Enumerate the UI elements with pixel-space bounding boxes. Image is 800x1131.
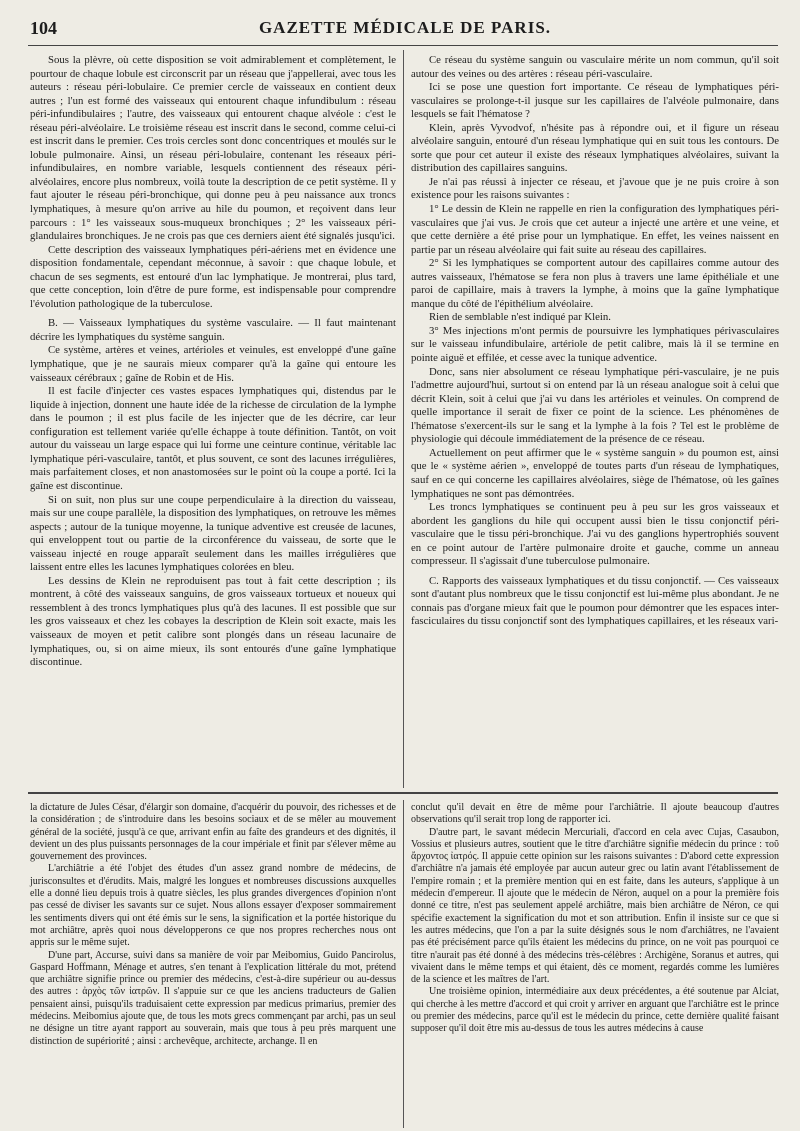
page-number: 104 bbox=[30, 18, 57, 38]
paragraph: Actuellement on peut affirmer que le « système sanguin » du poumon est, ainsi que le « système aérien », enveloppé de toutes parts d'un réseau de lymphatiques, sauf en ce qui concerne les capillaires alvéolaires, siège de l'hématose, où les gaînes lymphatiques ne sont pas démontrées. bbox=[411, 446, 779, 500]
paragraph: Si on suit, non plus sur une coupe perpendiculaire à la direction du vaisseau, mais sur une coupe parallèle, la disposition des lymphatiques, on retrouve les mêmes aspects ; autour de la tunique moyenne, la tunique adventive est creusée de lacunes, qui enveloppent tout ou partie de la circonférence du vaisseau, de sorte que le vaisseau injecté en rouge apparaît seulement dans les mailles irrégulières que laissent entre elles les lacunes lymphatiques colorées en bleu. bbox=[30, 493, 396, 574]
paragraph: Les troncs lymphatiques se continuent peu à peu sur les gros vaisseaux et abordent les ganglions du hile qui occupent aussi bien le tissu conjonctif péri-vasculaire que le tissu péri-bronchique. J'ai vu des ganglions hypertrophiés souvent en ce point autour de l'artère pulmonaire droite et gauche, comme un anneau compresseur. Il s'agissait d'une tuberculose pulmonaire. bbox=[411, 501, 779, 568]
column-divider-upper bbox=[403, 50, 404, 788]
article-column-left bbox=[30, 54, 396, 786]
paragraph: Rien de semblable n'est indiqué par Klein. bbox=[429, 311, 611, 324]
paragraph: Donc, sans nier absolument ce réseau lymphatique péri-vasculaire, je ne puis l'admettre aujourd'hui, surtout si on entend par là un réseau analogue soit à celui que décrit Klein, soit à celui que j'ai vu dans les artérioles et veinules. On comprend de quelle importance il serait de fixer ce point de la science. Les phénomènes de l'hématose s'exercent-ils sur le sang et la lymphe à la fois ? Tel est le problème de physiologie qui découle immédiatement de la présence de ce réseau. bbox=[411, 365, 779, 446]
paragraph: 1° Le dessin de Klein ne rappelle en rien la configuration des lymphatiques péri-vasculaires que j'ai vus. Je crois que cet auteur a injecté une artère et une veine, et que cette dernière a été prise pour un lymphatique. En effet, les veines naissent en partie par un réseau alvéolaire qui fait suite au réseau des capillaires. bbox=[411, 203, 779, 256]
paragraph: Klein, après Vyvodvof, n'hésite pas à répondre oui, et il figure un réseau alvéolaire sanguin, entouré d'un réseau lymphatique qui en suit tous les contours. De sorte que pour cet auteur il existe des réseaux lymphatiques alvéolaires, suivant la distribution des capillaires sanguins. bbox=[411, 121, 779, 175]
paragraph: D'autre part, le savant médecin Mercuriali, d'accord en cela avec Cujas, Casaubon, Vossius et plusieurs autres, soutient que le titre d'archiâtre signifie médecin du prince : τοῦ ἄρχοντος ἰατρός. Il appuie cette opinion sur les raisons suivantes : D'abord cette expression d'archiâtre n'a jamais été employée par aucun auteur grec ou latin avant l'établissement de l'empire romain ; et la première mention qui en est faite, dans les auteurs, s'applique à un médecin d'empereur. Il ajoute que le médecin de Néron, auquel on a pour la première fois donné ce titre, n'est pas seulement appelé archiâtre, mais bien archiâtre de Néron, ce qui spécifie exactement la signification du mot et son attribution. Enfin il insiste sur ce que si les autres médecins, que l'on a par la suite désignés sous le nom d'archiâtres, ne l'avaient pas été précisément parce qu'ils étaient les médecins du prince, on ne voit pas pourquoi ce titre n'aurait pas été donné à des médecins très-célèbres : Archigène, Soranus et autres, qui vivaient dans le même temps et qui étaient, dès ce moment, regardés comme les lumières de la science et les maîtres de l'art. bbox=[411, 826, 779, 986]
header-rule bbox=[28, 45, 778, 46]
paragraph: Ce système, artères et veines, artérioles et veinules, est enveloppé d'une gaîne lymphatique, que je ne saurais mieux comparer qu'à la gaîne qui entoure les vaisseaux cérébraux ; gaîne de Robin et de His. bbox=[30, 344, 396, 384]
section-heading-paragraph: C. Rapports des vaisseaux lymphatiques et du tissu conjonctif. — Ces vaisseaux sont d'autant plus nombreux que le tissu conjonctif est lui-même plus abondant. Je ne connais pas d'organe mieux fait que le poumon pour démontrer que les espaces inter-fasciculaires du tissu conjonctif sont des lymphatiques capillaires, et les réseaux vari- bbox=[411, 574, 779, 628]
paragraph: conclut qu'il devait en être de même pour l'archiâtrie. Il ajoute beaucoup d'autres observations qu'il serait trop long de rapporter ici. bbox=[411, 802, 779, 826]
page-header bbox=[30, 18, 780, 42]
paragraph: Les dessins de Klein ne reproduisent pas tout à fait cette description ; ils montrent, à côté des vaisseaux sanguins, de gros vaisseaux tortueux et noueux qui ressemblent à des troncs lymphatiques plus qu'à des lacunes. Il est possible que sur les gros vaisseaux et chez les cobayes la description de Klein soit exacte, mais les vaisseaux de moyen et petit calibre sont plongés dans un réseau lacunaire de lymphatiques, ou, si on aime mieux, ils sont entourés d'une gaîne lymphatique discontinue. bbox=[30, 574, 396, 669]
article-column-right bbox=[411, 54, 779, 786]
paragraph: Sous la plèvre, où cette disposition se voit admirablement et complètement, le pourtour de chaque lobule est circonscrit par un réseau que j'appellerai, avec tous les auteurs : réseau péri-lobulaire. Ce premier cercle de vaisseaux en contient deux autres ; l'un est formé des vaisseaux qui entourent chaque infundibulum : réseau péri-infundibulaires ; l'autre, des vaisseaux qui entourent chaque alvéole : c'est le réseau péri-alvéolaire. Le troisième réseau est inscrit dans le second, comme celui-ci est inscrit dans le premier. Ces trois cercles sont donc concentriques et moulés sur le lobule pulmonaire. Ainsi, un réseau péri-lobulaire, contenant les réseaux péri-infundibulaires, en nombre variable, lesquels contiennent des réseaux péri-alvéolaires, encore plus nombreux, voilà toute la description de ce petit système. Il y faut ajouter le réseau péri-bronchique, qui donne peu à peu naissance aux troncs lymphatiques, à mesure qu'on arrive au hile du poumon, et reçoivent dans leur parcours : 1° les vaisseaux sous-muqueux bronchiques ; 2° les vaisseaux péri-glandulaires bronchiques. Je ne crois pas que ces derniers aient été signalés jusqu'ici. bbox=[30, 54, 396, 243]
paragraph: D'une part, Accurse, suivi dans sa manière de voir par Meibomius, Guido Pancirolus, Gaspard Hoffmann, Ménage et autres, s'en tenant à l'explication littérale du mot, prétend que archiâtre signifie prince ou premier des médecins, c'est-à-dire supérieur ou au-dessus des autres : ἀρχὸς τῶν ἰατρῶν. Il s'appuie sur ce que les anciens traducteurs de Galien pensaient ainsi, puisqu'ils traduisaient cette expression par medicus primarius, premier des médecins. Meibomius ajoute que, de tous les mots grecs commençant par archi, pas un seul ne désigne un titre ayant rapport au souverain, mais que tous à peu près marquent une distinction de supériorité ; ainsi : archevêque, architecte, archange. Il en bbox=[30, 949, 396, 1047]
running-title: GAZETTE MÉDICALE DE PARIS. bbox=[258, 18, 552, 37]
paragraph: Une troisième opinion, intermédiaire aux deux précédentes, a été soutenue par Alciat, qui cherche à les mettre d'accord et qui croit y arriver en arguant que l'archiâtre est le prince ou premier des médecins, parce qu'il est le médecin du prince, cette dernière qualité faisant supposer qu'il doit être mis au-dessus de tous les autres médecins à cause bbox=[411, 986, 779, 1035]
paragraph: Ce réseau du système sanguin ou vasculaire mérite un nom commun, qu'il soit autour des veines ou des artères : réseau péri-vasculaire. bbox=[411, 54, 779, 80]
paragraph: Il est facile d'injecter ces vastes espaces lymphatiques qui, distendus par le liquide à injection, donnent une haute idée de la richesse de circulation de la lymphe dans le poumon ; il est plus facile de les injecter que de les décrire, car leur configuration est tellement variée qu'elle échappe à toute définition. Tantôt, on voit autour du vaisseau un large espace qui lui forme une ceinture continue, véritable lac lymphatique péri-vasculaire, tantôt, et plus souvent, ce sont des lacunes irrégulières, mais parfaitement closes, et non anastomosées sur le point où la coupe a porté. Ici la gaîne est discontinue. bbox=[30, 385, 396, 492]
section-heading-paragraph: B. — Vaisseaux lymphatiques du système vasculaire. — Il faut maintenant décrire les lymphatiques du système sanguin. bbox=[30, 317, 396, 343]
paragraph: 2° Si les lymphatiques se comportent autour des capillaires comme autour des autres vaisseaux, l'hématose se fera non plus à travers une lame épithéliale et une paroi de capillaire, mais à travers la lymphe, à moins que la gaîne lymphatique manque du côté de l'épithélium alvéolaire. bbox=[411, 257, 779, 310]
paragraph: Cette description des vaisseaux lymphatiques péri-aériens met en évidence une disposition fondamentale, cependant méconnue, à savoir : que chaque lobule, et chacun de ses segments, est entouré d'un lac lymphatique. Je montrerai, plus tard, que cette conception, loin d'être de pure forme, est indispensable pour comprendre l'évolution pathologique de la tuberculose. bbox=[30, 243, 396, 310]
paragraph: 3° Mes injections m'ont permis de poursuivre les lymphatiques périvasculaires sur le vaisseau infundibulaire, artériole de petit calibre, mais là il se termine en pointe aiguë et effilée, et cesse avec la tunique adventice. bbox=[411, 324, 779, 365]
paragraph: L'archiâtrie a été l'objet des études d'un assez grand nombre de médecins, de jurisconsultes et d'érudits. Mais, malgré les longues et nombreuses discussions auxquelles elle a donné lieu depuis trois à quatre siècles, les plus grandes divergences d'opinion n'ont pas cessé de diviser les savants sur ce sujet. Nous allons essayer d'exposer sommairement les sentiments divers qui ont été émis sur le sens, la signification et la portée historique du mot archiâtre, après quoi nous développerons ce que nos propres recherches nous ont appris sur le même sujet. bbox=[30, 863, 396, 949]
feuilleton-column-left bbox=[30, 802, 396, 1127]
feuilleton-separator-rule bbox=[28, 792, 778, 794]
paragraph: Je n'ai pas réussi à injecter ce réseau, et j'avoue que je ne puis croire à son existence pour les raisons suivantes : bbox=[411, 175, 779, 202]
paragraph: la dictature de Jules César, d'élargir son domaine, d'acquérir du pouvoir, des richesses et de la considération ; de s'introduire dans les besoins sociaux et de se mêler au mouvement général de la société, jusqu'à ce que, arrivant enfin au faîte des grandeurs et des dignités, il devient un des plus puissants personnages de la cour impériale et finit par s'élever même au gouvernement des provinces. bbox=[30, 802, 396, 863]
column-divider-lower bbox=[403, 800, 404, 1128]
feuilleton-column-right bbox=[411, 802, 779, 1127]
paragraph: Ici se pose une question fort importante. Ce réseau de lymphatiques péri-vasculaires se prolonge-t-il jusque sur les capillaires de l'alvéole pulmonaire, dans lesquels se fait l'hématose ? bbox=[411, 81, 779, 121]
